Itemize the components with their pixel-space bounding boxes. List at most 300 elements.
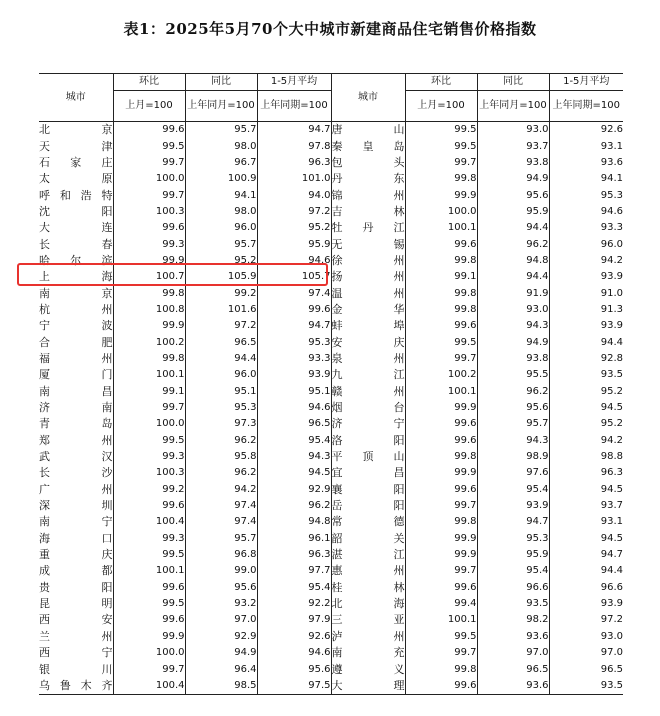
ytd-cell-right: 94.1	[549, 171, 623, 187]
ytd-cell-left: 94.6	[257, 400, 331, 416]
city-cell-left: 银川	[39, 662, 113, 676]
yoy-cell-left: 96.7	[185, 155, 257, 171]
mom-cell-left: 99.6	[113, 612, 185, 628]
mom-cell-left: 100.3	[113, 204, 185, 220]
mom-cell-left: 100.2	[113, 334, 185, 350]
ytd-cell-left: 94.5	[257, 465, 331, 481]
ytd-cell-left: 92.2	[257, 596, 331, 612]
ytd-cell-right: 95.2	[549, 416, 623, 432]
ytd-header-left: 1-5月平均	[257, 74, 331, 91]
mom-cell-left: 99.8	[113, 285, 185, 301]
table-row	[39, 302, 623, 318]
yoy-cell-left: 97.0	[185, 612, 257, 628]
ytd-cell-left: 94.8	[257, 514, 331, 530]
ytd-cell-left: 95.2	[257, 220, 331, 236]
yoy-cell-left: 98.0	[185, 204, 257, 220]
mom-cell-left: 100.3	[113, 465, 185, 481]
yoy-cell-right: 94.3	[477, 433, 549, 449]
mom-cell-left: 100.7	[113, 269, 185, 285]
city-cell-right: 岳阳	[331, 498, 405, 514]
mom-cell-left: 99.6	[113, 498, 185, 514]
yoy-cell-left: 99.2	[185, 285, 257, 301]
mom-cell-right: 99.9	[405, 531, 477, 547]
ytd-cell-left: 93.3	[257, 351, 331, 367]
ytd-cell-right: 93.3	[549, 220, 623, 236]
city-cell-right: 吉林	[331, 204, 405, 220]
city-cell-right: 秦皇岛	[331, 138, 405, 154]
city-cell-right: 湛江	[331, 547, 405, 563]
city-cell-left: 杭州	[39, 302, 113, 316]
yoy-cell-right: 94.9	[477, 171, 549, 187]
table-row	[39, 253, 623, 269]
city-cell-left: 呼和浩特	[39, 188, 113, 202]
mom-cell-left: 99.6	[113, 122, 185, 139]
ytd-cell-right: 95.3	[549, 187, 623, 203]
mom-cell-left: 99.5	[113, 138, 185, 154]
city-cell-left: 武汉	[39, 450, 113, 464]
city-header-left: 城市	[39, 74, 113, 122]
mom-cell-right: 99.5	[405, 138, 477, 154]
mom-cell-left: 100.0	[113, 416, 185, 432]
yoy-cell-left: 95.3	[185, 400, 257, 416]
mom-cell-right: 99.6	[405, 482, 477, 498]
city-cell-left: 南京	[39, 286, 113, 300]
mom-cell-right: 99.9	[405, 465, 477, 481]
city-cell-right: 大理	[331, 678, 405, 695]
mom-cell-right: 99.7	[405, 645, 477, 661]
ytd-cell-left: 92.9	[257, 482, 331, 498]
city-cell-left: 沈阳	[39, 204, 113, 218]
city-cell-right: 无锡	[331, 236, 405, 252]
yoy-cell-right: 93.8	[477, 351, 549, 367]
ytd-cell-left: 94.7	[257, 122, 331, 139]
ytd-cell-left: 97.2	[257, 204, 331, 220]
yoy-cell-right: 93.0	[477, 302, 549, 318]
yoy-cell-right: 93.9	[477, 498, 549, 514]
city-cell-left: 乌鲁木齐	[39, 678, 113, 695]
ytd-cell-right: 93.9	[549, 318, 623, 334]
mom-cell-left: 99.2	[113, 482, 185, 498]
ytd-cell-left: 93.9	[257, 367, 331, 383]
ytd-cell-right: 91.0	[549, 285, 623, 301]
ytd-cell-right: 94.5	[549, 400, 623, 416]
mom-header-left: 环比	[113, 74, 185, 91]
city-cell-right: 南充	[331, 645, 405, 661]
mom-cell-right: 99.8	[405, 661, 477, 677]
city-cell-left: 兰州	[39, 629, 113, 643]
city-cell-left: 昆明	[39, 597, 113, 611]
city-cell-left: 南宁	[39, 515, 113, 529]
city-cell-left: 郑州	[39, 433, 113, 447]
city-cell-left: 西宁	[39, 646, 113, 660]
city-cell-right: 徐州	[331, 253, 405, 269]
ytd-cell-right: 96.6	[549, 580, 623, 596]
yoy-cell-left: 93.2	[185, 596, 257, 612]
yoy-cell-right: 94.4	[477, 220, 549, 236]
mom-cell-left: 100.1	[113, 563, 185, 579]
city-cell-right: 平顶山	[331, 449, 405, 465]
ytd-cell-left: 97.7	[257, 563, 331, 579]
table-row	[39, 155, 623, 171]
ytd-cell-left: 97.9	[257, 612, 331, 628]
yoy-cell-right: 94.9	[477, 334, 549, 350]
mom-cell-right: 99.6	[405, 678, 477, 695]
yoy-cell-left: 94.9	[185, 645, 257, 661]
city-cell-right: 赣州	[331, 384, 405, 400]
city-cell-left: 成都	[39, 564, 113, 578]
table-row	[39, 678, 623, 695]
mom-cell-left: 99.9	[113, 318, 185, 334]
table-row	[39, 580, 623, 596]
city-cell-right: 泉州	[331, 351, 405, 367]
city-header-right: 城市	[331, 74, 405, 122]
mom-cell-right: 99.7	[405, 498, 477, 514]
mom-cell-right: 100.1	[405, 384, 477, 400]
table-body	[39, 122, 623, 695]
mom-cell-left: 99.9	[113, 629, 185, 645]
ytd-header-right: 1-5月平均	[549, 74, 623, 91]
city-cell-left: 石家庄	[39, 155, 113, 169]
city-cell-right: 唐山	[331, 122, 405, 139]
ytd-cell-left: 95.4	[257, 580, 331, 596]
mom-cell-right: 99.6	[405, 433, 477, 449]
mom-cell-right: 100.2	[405, 367, 477, 383]
yoy-cell-left: 98.5	[185, 678, 257, 695]
mom-cell-right: 100.1	[405, 612, 477, 628]
city-cell-left: 哈尔滨	[39, 253, 113, 267]
table-row	[39, 236, 623, 252]
table-row	[39, 400, 623, 416]
mom-cell-right: 99.7	[405, 563, 477, 579]
city-cell-left: 宁波	[39, 319, 113, 333]
city-cell-left: 海口	[39, 531, 113, 545]
table-row	[39, 204, 623, 220]
table-row	[39, 384, 623, 400]
mom-cell-right: 99.8	[405, 514, 477, 530]
mom-cell-left: 99.3	[113, 531, 185, 547]
table-row	[39, 629, 623, 645]
yoy-cell-left: 94.1	[185, 187, 257, 203]
table-row	[39, 367, 623, 383]
city-cell-left: 西安	[39, 613, 113, 627]
ytd-cell-left: 94.6	[257, 253, 331, 269]
ytd-cell-right: 95.2	[549, 384, 623, 400]
ytd-cell-left: 96.1	[257, 531, 331, 547]
ytd-cell-right: 93.1	[549, 138, 623, 154]
city-cell-left: 合肥	[39, 335, 113, 349]
city-cell-right: 桂林	[331, 580, 405, 596]
table-row	[39, 482, 623, 498]
yoy-cell-right: 96.2	[477, 236, 549, 252]
yoy-cell-right: 95.9	[477, 547, 549, 563]
yoy-cell-right: 95.3	[477, 531, 549, 547]
table-row	[39, 269, 623, 285]
mom-cell-right: 99.8	[405, 449, 477, 465]
city-cell-right: 锦州	[331, 187, 405, 203]
ytd-cell-left: 95.3	[257, 334, 331, 350]
mom-cell-right: 99.6	[405, 416, 477, 432]
city-cell-left: 厦门	[39, 368, 113, 382]
city-cell-left: 广州	[39, 482, 113, 496]
mom-cell-right: 99.7	[405, 155, 477, 171]
ytd-cell-right: 93.7	[549, 498, 623, 514]
ytd-cell-left: 97.5	[257, 678, 331, 695]
yoy-cell-right: 95.7	[477, 416, 549, 432]
city-cell-left: 重庆	[39, 548, 113, 562]
yoy-cell-right: 96.2	[477, 384, 549, 400]
yoy-cell-right: 93.6	[477, 678, 549, 695]
ytd-cell-right: 93.9	[549, 269, 623, 285]
ytd-cell-left: 94.6	[257, 645, 331, 661]
ytd-cell-right: 94.4	[549, 334, 623, 350]
yoy-cell-right: 96.6	[477, 580, 549, 596]
mom-cell-right: 99.6	[405, 318, 477, 334]
yoy-cell-left: 105.9	[185, 269, 257, 285]
ytd-cell-right: 91.3	[549, 302, 623, 318]
mom-base-right: 上月=100	[405, 91, 477, 122]
yoy-cell-right: 96.5	[477, 661, 549, 677]
ytd-cell-left: 94.3	[257, 449, 331, 465]
yoy-cell-right: 97.0	[477, 645, 549, 661]
yoy-cell-left: 96.2	[185, 465, 257, 481]
table-row	[39, 612, 623, 628]
yoy-cell-left: 101.6	[185, 302, 257, 318]
ytd-cell-right: 96.0	[549, 236, 623, 252]
city-cell-left: 太原	[39, 172, 113, 186]
ytd-cell-left: 92.6	[257, 629, 331, 645]
yoy-base-right: 上年同月=100	[477, 91, 549, 122]
mom-cell-left: 99.6	[113, 580, 185, 596]
mom-cell-left: 99.6	[113, 220, 185, 236]
ytd-cell-right: 97.2	[549, 612, 623, 628]
table-row	[39, 449, 623, 465]
yoy-cell-left: 97.2	[185, 318, 257, 334]
yoy-cell-right: 95.5	[477, 367, 549, 383]
table-row	[39, 351, 623, 367]
ytd-cell-left: 95.9	[257, 236, 331, 252]
table-row	[39, 596, 623, 612]
yoy-cell-left: 95.7	[185, 122, 257, 139]
yoy-cell-right: 93.6	[477, 629, 549, 645]
yoy-cell-right: 95.9	[477, 204, 549, 220]
yoy-cell-left: 96.5	[185, 334, 257, 350]
ytd-cell-right: 92.6	[549, 122, 623, 139]
table-row	[39, 563, 623, 579]
table-row	[39, 285, 623, 301]
city-cell-right: 蚌埠	[331, 318, 405, 334]
city-cell-left: 大连	[39, 221, 113, 235]
city-cell-right: 包头	[331, 155, 405, 171]
mom-cell-left: 100.0	[113, 171, 185, 187]
city-cell-right: 襄阳	[331, 482, 405, 498]
ytd-cell-right: 96.3	[549, 465, 623, 481]
yoy-cell-left: 96.0	[185, 367, 257, 383]
mom-cell-left: 99.5	[113, 596, 185, 612]
yoy-cell-left: 95.1	[185, 384, 257, 400]
city-cell-right: 常德	[331, 514, 405, 530]
mom-cell-left: 99.7	[113, 155, 185, 171]
city-cell-right: 遵义	[331, 661, 405, 677]
yoy-cell-right: 94.4	[477, 269, 549, 285]
city-cell-right: 济宁	[331, 416, 405, 432]
table-row	[39, 661, 623, 677]
mom-cell-right: 99.9	[405, 187, 477, 203]
mom-cell-left: 99.7	[113, 400, 185, 416]
ytd-cell-left: 97.8	[257, 138, 331, 154]
ytd-cell-left: 94.7	[257, 318, 331, 334]
city-cell-right: 惠州	[331, 563, 405, 579]
table-row	[39, 220, 623, 236]
ytd-cell-left: 97.4	[257, 285, 331, 301]
city-cell-right: 牡丹江	[331, 220, 405, 236]
yoy-cell-right: 93.0	[477, 122, 549, 139]
city-cell-left: 贵阳	[39, 580, 113, 594]
city-cell-right: 洛阳	[331, 433, 405, 449]
yoy-cell-left: 95.6	[185, 580, 257, 596]
ytd-cell-right: 94.5	[549, 482, 623, 498]
city-cell-right: 泸州	[331, 629, 405, 645]
mom-cell-right: 99.6	[405, 580, 477, 596]
ytd-cell-right: 93.9	[549, 596, 623, 612]
table-row	[39, 187, 623, 203]
mom-cell-right: 99.4	[405, 596, 477, 612]
price-index-table	[39, 73, 623, 695]
city-cell-right: 丹东	[331, 171, 405, 187]
table-row	[39, 465, 623, 481]
mom-cell-right: 100.1	[405, 220, 477, 236]
yoy-cell-left: 97.4	[185, 498, 257, 514]
mom-cell-right: 100.0	[405, 204, 477, 220]
yoy-cell-right: 91.9	[477, 285, 549, 301]
table-row	[39, 645, 623, 661]
yoy-cell-left: 96.4	[185, 661, 257, 677]
ytd-cell-right: 96.5	[549, 661, 623, 677]
yoy-cell-right: 97.6	[477, 465, 549, 481]
mom-cell-left: 99.1	[113, 384, 185, 400]
ytd-cell-left: 95.4	[257, 433, 331, 449]
ytd-cell-right: 94.6	[549, 204, 623, 220]
city-cell-left: 深圳	[39, 499, 113, 513]
yoy-cell-right: 94.3	[477, 318, 549, 334]
yoy-cell-left: 98.0	[185, 138, 257, 154]
city-cell-left: 福州	[39, 351, 113, 365]
yoy-cell-left: 97.3	[185, 416, 257, 432]
yoy-header-left: 同比	[185, 74, 257, 91]
mom-cell-left: 99.3	[113, 449, 185, 465]
mom-cell-right: 99.8	[405, 253, 477, 269]
city-cell-right: 三亚	[331, 612, 405, 628]
table-row	[39, 416, 623, 432]
mom-cell-right: 99.9	[405, 547, 477, 563]
ytd-cell-right: 94.5	[549, 531, 623, 547]
mom-cell-left: 99.5	[113, 547, 185, 563]
mom-base-left: 上月=100	[113, 91, 185, 122]
ytd-cell-right: 92.8	[549, 351, 623, 367]
ytd-cell-right: 98.8	[549, 449, 623, 465]
city-cell-right: 烟台	[331, 400, 405, 416]
city-cell-right: 北海	[331, 596, 405, 612]
mom-cell-left: 99.7	[113, 661, 185, 677]
yoy-cell-right: 94.8	[477, 253, 549, 269]
ytd-cell-left: 94.0	[257, 187, 331, 203]
yoy-cell-left: 92.9	[185, 629, 257, 645]
city-cell-left: 天津	[39, 139, 113, 153]
ytd-cell-left: 105.7	[257, 269, 331, 285]
mom-cell-right: 99.8	[405, 302, 477, 318]
city-cell-right: 九江	[331, 367, 405, 383]
table-row	[39, 547, 623, 563]
ytd-cell-right: 93.6	[549, 155, 623, 171]
ytd-cell-right: 94.7	[549, 547, 623, 563]
city-cell-left: 青岛	[39, 417, 113, 431]
ytd-cell-left: 99.6	[257, 302, 331, 318]
yoy-cell-left: 96.2	[185, 433, 257, 449]
mom-cell-left: 99.3	[113, 236, 185, 252]
yoy-cell-right: 93.8	[477, 155, 549, 171]
table-row	[39, 318, 623, 334]
city-cell-left: 上海	[39, 270, 113, 284]
yoy-header-right: 同比	[477, 74, 549, 91]
ytd-cell-left: 96.3	[257, 547, 331, 563]
yoy-cell-right: 95.6	[477, 400, 549, 416]
yoy-cell-left: 99.0	[185, 563, 257, 579]
yoy-cell-left: 100.9	[185, 171, 257, 187]
mom-cell-right: 99.5	[405, 629, 477, 645]
city-cell-right: 扬州	[331, 269, 405, 285]
yoy-cell-left: 96.0	[185, 220, 257, 236]
mom-cell-left: 99.5	[113, 433, 185, 449]
yoy-cell-right: 93.5	[477, 596, 549, 612]
yoy-base-left: 上年同月=100	[185, 91, 257, 122]
city-cell-right: 温州	[331, 285, 405, 301]
city-cell-left: 北京	[39, 123, 113, 137]
table-row	[39, 334, 623, 350]
ytd-base-right: 上年同期=100	[549, 91, 623, 122]
table-row	[39, 138, 623, 154]
yoy-cell-left: 95.7	[185, 531, 257, 547]
ytd-cell-right: 94.2	[549, 253, 623, 269]
table-title: 表1：2025年5月70个大中城市新建商品住宅销售价格指数	[123, 20, 537, 38]
mom-cell-right: 99.5	[405, 334, 477, 350]
yoy-cell-left: 95.8	[185, 449, 257, 465]
ytd-cell-right: 93.5	[549, 367, 623, 383]
city-cell-left: 长春	[39, 237, 113, 251]
ytd-cell-right: 93.1	[549, 514, 623, 530]
table-row	[39, 122, 623, 139]
yoy-cell-left: 96.8	[185, 547, 257, 563]
mom-cell-right: 99.1	[405, 269, 477, 285]
mom-cell-right: 99.6	[405, 236, 477, 252]
city-cell-right: 金华	[331, 302, 405, 318]
mom-header-right: 环比	[405, 74, 477, 91]
yoy-cell-right: 95.6	[477, 187, 549, 203]
city-cell-left: 南昌	[39, 384, 113, 398]
yoy-cell-left: 95.2	[185, 253, 257, 269]
yoy-cell-right: 95.4	[477, 482, 549, 498]
yoy-cell-left: 94.2	[185, 482, 257, 498]
mom-cell-right: 99.9	[405, 400, 477, 416]
table-row	[39, 171, 623, 187]
mom-cell-right: 99.8	[405, 171, 477, 187]
ytd-cell-right: 93.5	[549, 678, 623, 695]
ytd-cell-left: 96.3	[257, 155, 331, 171]
yoy-cell-right: 98.9	[477, 449, 549, 465]
table-row	[39, 433, 623, 449]
mom-cell-right: 99.7	[405, 351, 477, 367]
city-cell-left: 长沙	[39, 466, 113, 480]
city-cell-right: 韶关	[331, 531, 405, 547]
mom-cell-right: 99.8	[405, 285, 477, 301]
